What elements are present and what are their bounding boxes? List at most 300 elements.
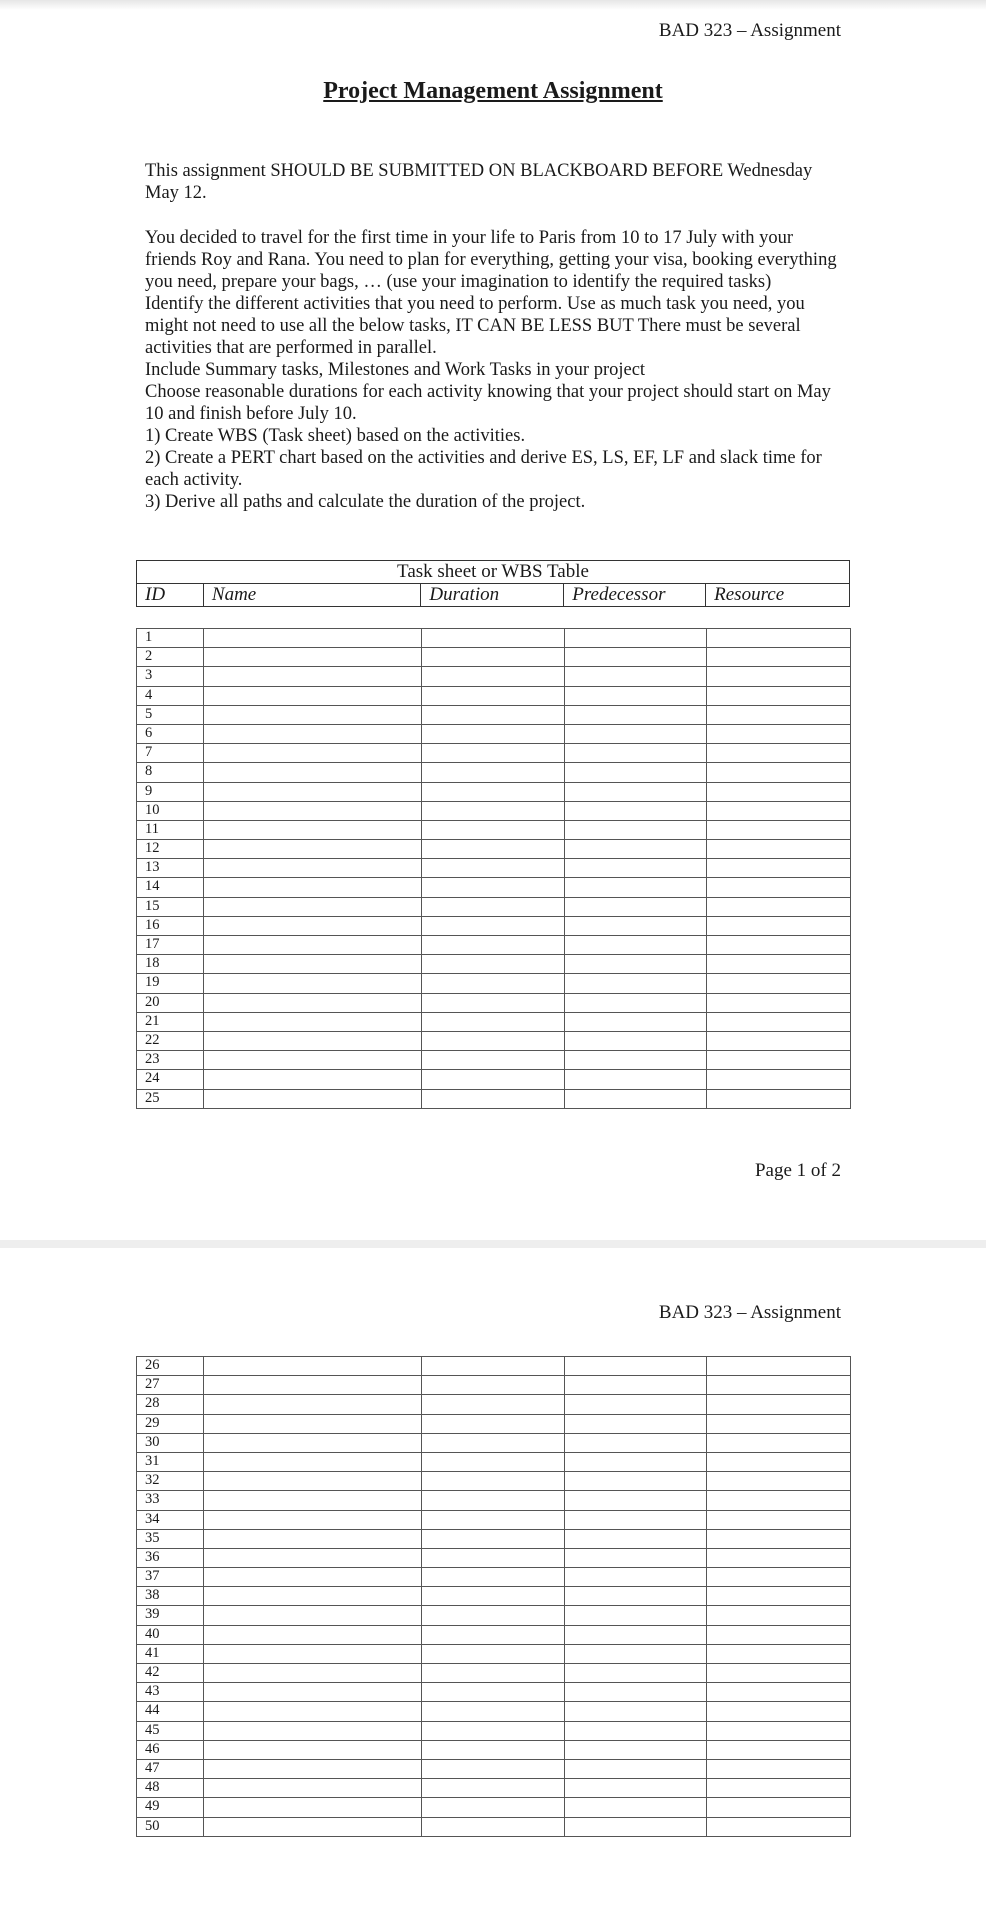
task-predecessor-cell [565,840,707,859]
task-name-cell [204,744,422,763]
task-predecessor-cell [565,686,707,705]
task-resource-cell [707,1798,851,1817]
task-resource-cell [707,1357,851,1376]
task-resource-cell [707,897,851,916]
task-predecessor-cell [565,629,707,648]
task-name-cell [204,859,422,878]
table-row [137,1452,851,1471]
table-row [137,1395,851,1414]
task-name-cell [204,1798,422,1817]
table-row [137,1070,851,1089]
task-id-cell: 47 [137,1759,204,1778]
task-predecessor-cell [565,1798,707,1817]
table-row [137,1510,851,1529]
task-resource-cell [707,1452,851,1471]
task-resource-cell [707,859,851,878]
task-duration-cell [422,1702,565,1721]
task-predecessor-cell [565,993,707,1012]
task-duration-cell [422,1664,565,1683]
task-id-cell: 38 [137,1587,204,1606]
task-resource-cell [707,801,851,820]
task-id-cell: 12 [137,840,204,859]
task-id-cell: 32 [137,1472,204,1491]
task-duration-cell [422,1070,565,1089]
task-name-cell [204,820,422,839]
task-predecessor-cell [565,1606,707,1625]
task-predecessor-cell [565,1357,707,1376]
task-name-cell [204,1089,422,1108]
task-duration-cell [422,1529,565,1548]
task-id-cell: 22 [137,1031,204,1050]
table-row [137,1548,851,1567]
task-id-cell: 28 [137,1395,204,1414]
task-id-cell: 24 [137,1070,204,1089]
task-resource-cell [707,878,851,897]
task-resource-cell [707,705,851,724]
table-row [137,1529,851,1548]
task-name-cell [204,1664,422,1683]
task-predecessor-cell [565,667,707,686]
task-name-cell [204,1721,422,1740]
table-row [137,878,851,897]
task-name-cell [204,1644,422,1663]
task-resource-cell [707,1012,851,1031]
task-id-cell: 16 [137,916,204,935]
task-name-cell [204,1683,422,1702]
task-id-cell: 43 [137,1683,204,1702]
task-resource-cell [707,1491,851,1510]
task-id-cell: 1 [137,629,204,648]
task-predecessor-cell [565,1759,707,1778]
task-predecessor-cell [565,1683,707,1702]
task-id-cell: 21 [137,1012,204,1031]
table-row [137,936,851,955]
task-duration-cell [422,993,565,1012]
task-id-cell: 37 [137,1568,204,1587]
task-resource-cell [707,1606,851,1625]
task-duration-cell [422,686,565,705]
document-page-1 [0,10,986,1240]
task-duration-cell [422,629,565,648]
task-predecessor-cell [565,1452,707,1471]
task-predecessor-cell [565,1529,707,1548]
task-resource-cell [707,1472,851,1491]
task-name-cell [204,936,422,955]
task-duration-cell [422,1089,565,1108]
task-predecessor-cell [565,1664,707,1683]
task-predecessor-cell [565,648,707,667]
table-row [137,1606,851,1625]
task-predecessor-cell [565,1433,707,1452]
task-id-cell: 45 [137,1721,204,1740]
task-resource-cell [707,1568,851,1587]
task-duration-cell [422,1357,565,1376]
task-name-cell [204,705,422,724]
task-duration-cell [422,1472,565,1491]
task-id-cell: 17 [137,936,204,955]
table-row [137,1051,851,1070]
table-row [137,1491,851,1510]
task-resource-cell [707,840,851,859]
task-name-cell [204,916,422,935]
table-row [137,993,851,1012]
task-resource-cell [707,1644,851,1663]
table-row [137,648,851,667]
table-row [137,629,851,648]
table-row [137,1817,851,1836]
task-duration-cell [422,1548,565,1567]
task-name-cell [204,1070,422,1089]
task-duration-cell [422,1376,565,1395]
task-duration-cell [422,1452,565,1471]
task-duration-cell [422,1491,565,1510]
task-duration-cell [422,878,565,897]
table-row [137,686,851,705]
task-name-cell [204,1625,422,1644]
column-header-duration: Duration [421,584,564,607]
task-id-cell: 40 [137,1625,204,1644]
task-duration-cell [422,955,565,974]
task-predecessor-cell [565,1472,707,1491]
task-id-cell: 14 [137,878,204,897]
task-resource-cell [707,1702,851,1721]
task-duration-cell [422,1644,565,1663]
task-predecessor-cell [565,1644,707,1663]
task-name-cell [204,1510,422,1529]
task-resource-cell [707,1625,851,1644]
instruction-paragraph: Include Summary tasks, Milestones and Work Tasks in your project [145,360,646,380]
instruction-paragraph: You decided to travel for the first time in your life to Paris from 10 to 17 July with your friends Roy and Rana. You need to plan for everything, getting your visa, booking everything you need, prepare your bags, … (use your imagination to identify the required tasks) [145,228,837,292]
task-predecessor-cell [565,1491,707,1510]
task-resource-cell [707,993,851,1012]
task-id-cell: 5 [137,705,204,724]
task-id-cell: 33 [137,1491,204,1510]
task-resource-cell [707,1683,851,1702]
table-row [137,763,851,782]
table-row [137,1414,851,1433]
task-duration-cell [422,1740,565,1759]
task-id-cell: 15 [137,897,204,916]
task-duration-cell [422,1817,565,1836]
table-row [137,667,851,686]
task-predecessor-cell [565,705,707,724]
task-resource-cell [707,1433,851,1452]
table-row [137,1702,851,1721]
task-duration-cell [422,897,565,916]
task-id-cell: 13 [137,859,204,878]
task-resource-cell [707,974,851,993]
table-row [137,1357,851,1376]
table-row [137,1759,851,1778]
task-predecessor-cell [565,1031,707,1050]
task-predecessor-cell [565,1702,707,1721]
task-duration-cell [422,1414,565,1433]
task-name-cell [204,1606,422,1625]
task-name-cell [204,782,422,801]
task-predecessor-cell [565,1414,707,1433]
task-duration-cell [422,974,565,993]
table-row [137,1012,851,1031]
task-resource-cell [707,916,851,935]
column-header-id: ID [137,584,204,607]
document-title: Project Management Assignment [323,78,663,104]
table-row [137,1433,851,1452]
task-resource-cell [707,724,851,743]
task-resource-cell [707,1587,851,1606]
task-id-cell: 9 [137,782,204,801]
task-id-cell: 39 [137,1606,204,1625]
task-predecessor-cell [565,744,707,763]
table-row [137,801,851,820]
task-predecessor-cell [565,1625,707,1644]
instruction-step: 2) Create a PERT chart based on the activities and derive ES, LS, EF, LF and slack time for each activity. [145,448,822,490]
task-duration-cell [422,1721,565,1740]
task-resource-cell [707,1721,851,1740]
wbs-task-grid-page-2 [136,1356,851,1837]
document-page-2 [0,1248,986,1920]
table-row [137,840,851,859]
task-id-cell: 23 [137,1051,204,1070]
task-predecessor-cell [565,782,707,801]
task-name-cell [204,1452,422,1471]
task-id-cell: 20 [137,993,204,1012]
task-duration-cell [422,1012,565,1031]
table-row [137,1031,851,1050]
submission-notice-text: This assignment SHOULD BE SUBMITTED ON BLACKBOARD BEFORE Wednesday May 12. [145,161,813,203]
instruction-paragraph: Choose reasonable durations for each activity knowing that your project should start on May 10 and finish before July 10. [145,382,831,424]
task-name-cell [204,1012,422,1031]
task-resource-cell [707,667,851,686]
task-name-cell [204,897,422,916]
task-duration-cell [422,782,565,801]
task-predecessor-cell [565,974,707,993]
wbs-table-header [136,560,850,607]
task-id-cell: 30 [137,1433,204,1452]
task-duration-cell [422,1798,565,1817]
task-id-cell: 29 [137,1414,204,1433]
task-duration-cell [422,859,565,878]
task-predecessor-cell [565,1012,707,1031]
task-name-cell [204,1759,422,1778]
column-header-resource: Resource [706,584,850,607]
task-resource-cell [707,1817,851,1836]
page-header: BAD 323 – Assignment [658,1302,841,1323]
task-name-cell [204,1817,422,1836]
task-predecessor-cell [565,1510,707,1529]
instruction-paragraph: Identify the different activities that you need to perform. Use as much task you need, you might not need to use all the below tasks, IT CAN BE LESS BUT There must be several activities that are performed in parallel. [145,294,805,358]
task-resource-cell [707,744,851,763]
task-duration-cell [422,744,565,763]
task-name-cell [204,629,422,648]
task-name-cell [204,1395,422,1414]
task-duration-cell [422,1031,565,1050]
task-name-cell [204,974,422,993]
task-name-cell [204,1568,422,1587]
task-resource-cell [707,648,851,667]
task-resource-cell [707,1548,851,1567]
task-resource-cell [707,1051,851,1070]
task-predecessor-cell [565,1568,707,1587]
task-predecessor-cell [565,916,707,935]
task-name-cell [204,801,422,820]
task-predecessor-cell [565,1587,707,1606]
task-name-cell [204,667,422,686]
task-predecessor-cell [565,955,707,974]
table-row [137,1721,851,1740]
task-id-cell: 25 [137,1089,204,1108]
task-predecessor-cell [565,936,707,955]
task-resource-cell [707,629,851,648]
table-row [137,724,851,743]
table-row [137,859,851,878]
task-id-cell: 27 [137,1376,204,1395]
table-row [137,1664,851,1683]
task-name-cell [204,763,422,782]
task-resource-cell [707,955,851,974]
column-header-name: Name [203,584,421,607]
task-id-cell: 7 [137,744,204,763]
task-name-cell [204,1491,422,1510]
table-row [137,1568,851,1587]
task-id-cell: 4 [137,686,204,705]
task-duration-cell [422,648,565,667]
task-predecessor-cell [565,801,707,820]
task-duration-cell [422,667,565,686]
task-duration-cell [422,936,565,955]
table-row [137,916,851,935]
task-predecessor-cell [565,1779,707,1798]
task-resource-cell [707,1664,851,1683]
task-resource-cell [707,1089,851,1108]
task-name-cell [204,1472,422,1491]
task-duration-cell [422,1779,565,1798]
task-name-cell [204,1548,422,1567]
table-row [137,1740,851,1759]
task-resource-cell [707,1510,851,1529]
task-duration-cell [422,705,565,724]
task-predecessor-cell [565,1376,707,1395]
task-duration-cell [422,1433,565,1452]
task-id-cell: 46 [137,1740,204,1759]
task-name-cell [204,1357,422,1376]
task-id-cell: 10 [137,801,204,820]
task-id-cell: 11 [137,820,204,839]
task-resource-cell [707,936,851,955]
wbs-task-grid-page-1 [136,628,851,1109]
table-row [137,955,851,974]
task-resource-cell [707,1759,851,1778]
page-header: BAD 323 – Assignment [658,20,841,41]
table-row [137,1376,851,1395]
task-id-cell: 42 [137,1664,204,1683]
task-id-cell: 35 [137,1529,204,1548]
task-name-cell [204,1740,422,1759]
table-row [137,897,851,916]
task-predecessor-cell [565,878,707,897]
task-predecessor-cell [565,724,707,743]
task-duration-cell [422,840,565,859]
task-duration-cell [422,1568,565,1587]
task-resource-cell [707,1414,851,1433]
table-row [137,1779,851,1798]
task-id-cell: 26 [137,1357,204,1376]
task-duration-cell [422,1606,565,1625]
task-name-cell [204,1433,422,1452]
table-row [137,1644,851,1663]
task-resource-cell [707,1070,851,1089]
task-name-cell [204,878,422,897]
task-duration-cell [422,1683,565,1702]
task-predecessor-cell [565,1548,707,1567]
table-row [137,1683,851,1702]
task-predecessor-cell [565,859,707,878]
task-duration-cell [422,1625,565,1644]
task-id-cell: 19 [137,974,204,993]
instructions-block [145,227,845,513]
task-name-cell [204,1702,422,1721]
task-duration-cell [422,916,565,935]
task-predecessor-cell [565,1051,707,1070]
instruction-step: 1) Create WBS (Task sheet) based on the activities. [145,426,526,446]
task-id-cell: 48 [137,1779,204,1798]
task-id-cell: 3 [137,667,204,686]
task-duration-cell [422,820,565,839]
task-predecessor-cell [565,1089,707,1108]
task-resource-cell [707,782,851,801]
task-id-cell: 6 [137,724,204,743]
task-id-cell: 36 [137,1548,204,1567]
viewer-top-shadow [0,0,986,10]
table-row [137,782,851,801]
task-resource-cell [707,686,851,705]
table-row [137,820,851,839]
task-name-cell [204,1779,422,1798]
table-row [137,1625,851,1644]
page-number: Page 1 of 2 [754,1160,841,1181]
task-duration-cell [422,763,565,782]
task-name-cell [204,1414,422,1433]
task-resource-cell [707,1779,851,1798]
task-resource-cell [707,763,851,782]
task-id-cell: 44 [137,1702,204,1721]
task-duration-cell [422,1587,565,1606]
page-separator [0,1240,986,1248]
task-name-cell [204,1051,422,1070]
submission-notice [145,160,845,204]
task-name-cell [204,1529,422,1548]
task-predecessor-cell [565,1817,707,1836]
task-id-cell: 50 [137,1817,204,1836]
instruction-step: 3) Derive all paths and calculate the duration of the project. [145,492,586,512]
task-duration-cell [422,1510,565,1529]
task-id-cell: 18 [137,955,204,974]
column-header-predecessor: Predecessor [564,584,706,607]
task-id-cell: 2 [137,648,204,667]
task-duration-cell [422,724,565,743]
task-resource-cell [707,1740,851,1759]
task-id-cell: 49 [137,1798,204,1817]
task-resource-cell [707,1529,851,1548]
task-predecessor-cell [565,1740,707,1759]
table-row [137,1089,851,1108]
task-duration-cell [422,1759,565,1778]
task-name-cell [204,1587,422,1606]
task-name-cell [204,1376,422,1395]
table-row [137,705,851,724]
task-id-cell: 8 [137,763,204,782]
task-resource-cell [707,1031,851,1050]
task-name-cell [204,648,422,667]
